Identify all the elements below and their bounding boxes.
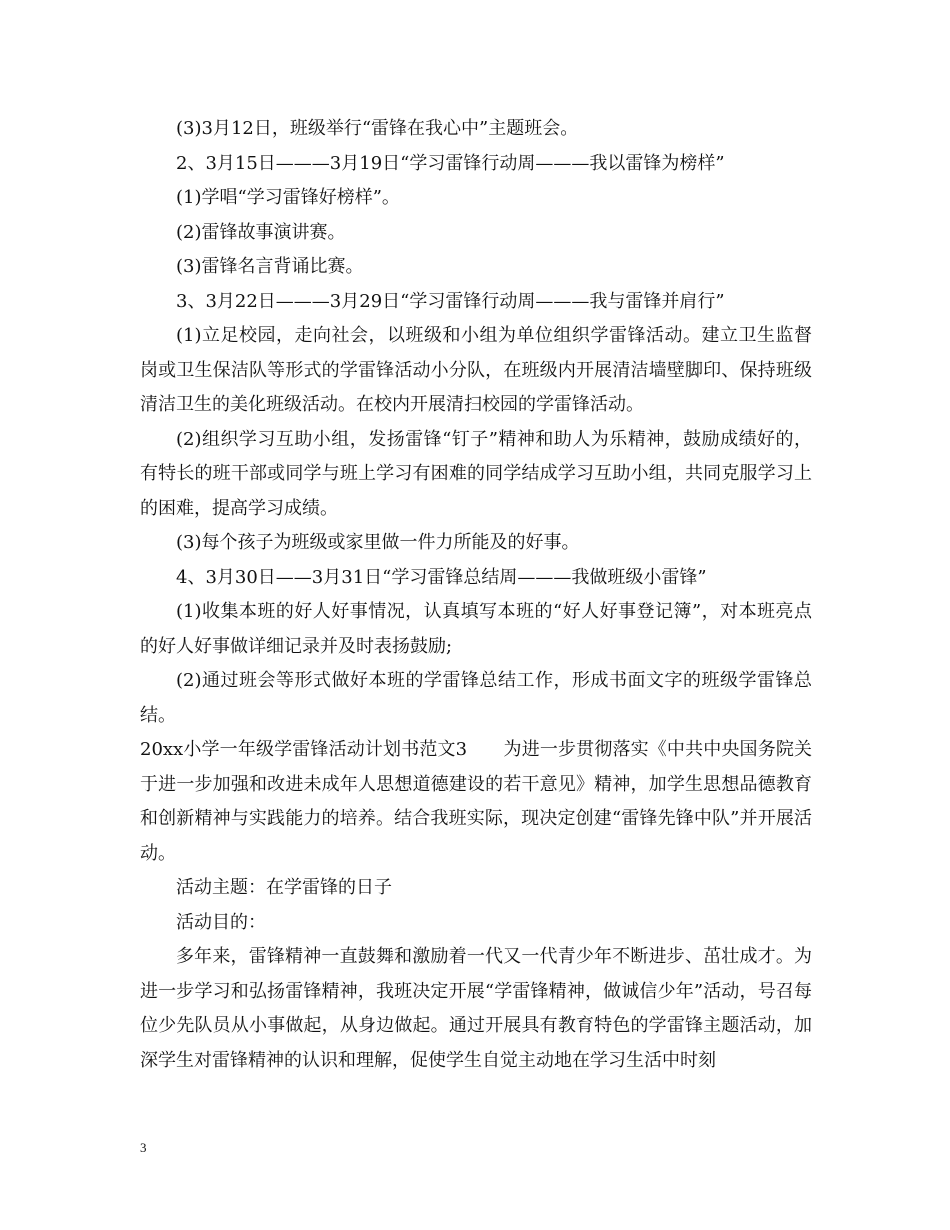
paragraph-activity-purpose-label: 活动目的： <box>176 911 266 933</box>
paragraph-quote-recitation: (3)雷锋名言背诵比赛。 <box>176 256 364 277</box>
paragraph-good-deed: (3)每个孩子为班级或家里做一件力所能及的好事。 <box>176 532 580 553</box>
paragraph-plan-3-intro: 20xx小学一年级学雷锋活动计划书范文3 为进一步贯彻落实《中共中央国务院关于进一步加强和改进未成年人思想道德建设的若干意见》精神，加学生思想品德教育和创新精神与实践能力的培养。结合我班实际，现决定创建“雷锋先锋中队”并开展活动。 <box>140 739 812 864</box>
paragraph-section-4-heading: 4、3月30日——3月31日“学习雷锋总结周———我做班级小雷锋” <box>176 566 707 588</box>
paragraph-sing-song: (1)学唱“学习雷锋好榜样”。 <box>176 187 400 208</box>
paragraph-story-contest: (2)雷锋故事演讲赛。 <box>176 221 346 243</box>
paragraph-summary-work: (2)通过班会等形式做好本班的学雷锋总结工作，形成书面文字的班级学雷锋总结。 <box>140 670 812 726</box>
paragraph-campus-activities: (1)立足校园，走向社会，以班级和小组为单位组织学雷锋活动。建立卫生监督岗或卫生保洁队等形式的学雷锋活动小分队，在班级内开展清洁墙壁脚印、保持班级清洁卫生的美化班级活动。在校内开展清扫校园的学雷锋活动。 <box>140 325 812 415</box>
paragraph-march-12-class-meeting: (3)3月12日，班级举行“雷锋在我心中”主题班会。 <box>176 118 579 139</box>
paragraph-section-3-heading: 3、3月22日———3月29日“学习雷锋行动周———我与雷锋并肩行” <box>176 290 725 312</box>
page-number: 3 <box>140 1140 147 1155</box>
paragraph-section-2-heading: 2、3月15日———3月19日“学习雷锋行动周———我以雷锋为榜样” <box>176 152 725 174</box>
paragraph-activity-theme: 活动主题：在学雷锋的日子 <box>176 877 392 898</box>
paragraph-study-groups: (2)组织学习互助小组，发扬雷锋“钉子”精神和助人为乐精神，鼓励成绩好的，有特长的班干部或同学与班上学习有困难的同学结成学习互助小组，共同克服学习上的困难，提高学习成绩。 <box>140 428 812 519</box>
document-body <box>140 112 812 1078</box>
paragraph-activity-purpose-body: 多年来，雷锋精神一直鼓舞和激励着一代又一代青少年不断进步、茁壮成才。为进一步学习和弘扬雷锋精神，我班决定开展“学雷锋精神，做诚信少年”活动，号召每位少先队员从小事做起，从身边做起。通过开展具有教育特色的学雷锋主题活动，加深学生对雷锋精神的认识和理解，促使学生自觉主动地在学习生活中时刻 <box>140 946 812 1071</box>
paragraph-good-deeds-register: (1)收集本班的好人好事情况，认真填写本班的“好人好事登记簿”，对本班亮点的好人好事做详细记录并及时表扬鼓励; <box>140 601 812 657</box>
